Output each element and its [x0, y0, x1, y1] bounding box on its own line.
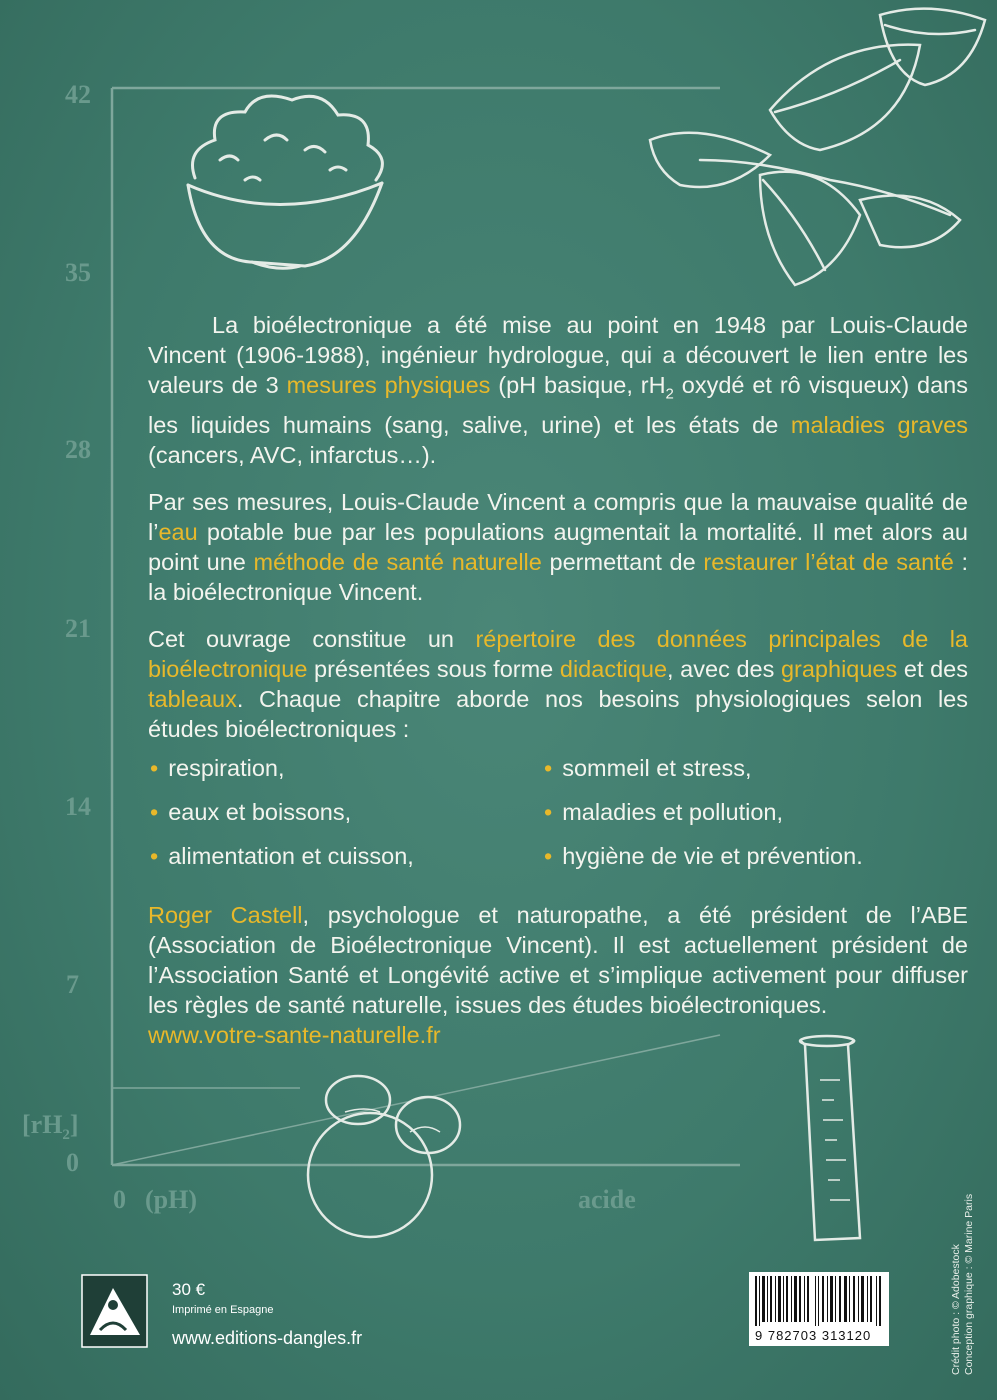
list-item: • alimentation et cuisson, [150, 843, 414, 869]
credits [950, 1194, 976, 1375]
author-name: Roger Castell [148, 902, 303, 928]
price: 30 € [172, 1280, 206, 1299]
logo-text: DANGLES [86, 1336, 121, 1343]
list-item: • respiration, [150, 755, 285, 781]
bullet-icon: • [150, 843, 159, 869]
publisher-website-link[interactable]: www.editions-dangles.fr [172, 1328, 363, 1348]
list-item: • sommeil et stress, [544, 755, 752, 781]
bullet-icon: • [150, 755, 159, 781]
list-item: • maladies et pollution, [544, 799, 784, 825]
list-item: • hygiène de vie et prévention. [544, 843, 863, 869]
credit-photo: Crédit photo : © Adobestock [950, 1244, 962, 1375]
y-axis-label: $[rH_2]$ [22, 1110, 79, 1144]
author-website-link[interactable]: www.votre-sante-naturelle.fr [148, 1022, 441, 1048]
cell-icon [308, 1076, 460, 1237]
isbn: 9 782703 313120 [755, 1328, 872, 1343]
paragraph-2: Par ses mesures, Louis-Claude Vincent a compris que la mauvaise qualité de l’eau potable bue par les populations augmentait la mortalité. Il met alors au point une méthode de santé naturelle permettant de restaurer l’état de santé : la bioélectronique Vincent. [148, 488, 968, 605]
bullet-icon: • [544, 843, 553, 869]
y-tick: 0 [66, 1148, 79, 1177]
list-item: • eaux et boissons, [150, 799, 352, 825]
y-tick: 42 [65, 80, 91, 109]
x-acid-label: acide [578, 1185, 636, 1214]
bullet-icon: • [150, 799, 159, 825]
graduated-cylinder-icon [800, 1036, 860, 1240]
author-bio: Roger Castell, psychologue et naturopathe, a été président de l’ABE (Association de Bioélectronique Vincent). Il est actuellement président de l’Association Santé et Longévité active et s’implique activement pour diffuser les règles de santé naturelle, issues des études bioélectroniques. www.votre-sante-naturelle.fr [148, 902, 968, 1048]
y-tick: 35 [65, 258, 91, 287]
y-tick: 21 [65, 614, 91, 643]
credit-design: Conception graphique : © Marine Paris [963, 1193, 975, 1375]
printed-in: Imprimé en Espagne [172, 1304, 274, 1316]
mint-leaves-icon [650, 9, 985, 285]
bowl-icon [188, 96, 382, 268]
paragraph-1: La bioélectronique a été mise au point en 1948 par Louis-Claude Vincent (1906-1988), ingénieur hydrologue, qui a découvert le lien entre les valeurs de 3 mesures physiques (pH basique, $rH_2$ oxydé et rô visqueux) dans les liquides humains (sang, salive, urine) et les états de maladies graves (cancers, AVC, infarctus…). [148, 312, 969, 468]
bullet-icon: • [544, 799, 553, 825]
x-origin: 0 [113, 1185, 126, 1214]
paragraph-3: Cet ouvrage constitue un répertoire des données principales de la bioélectronique présentées sous forme didactique, avec des graphiques et des tableaux. Chaque chapitre aborde nos besoins physiologiques selon les études bioélectroniques : [148, 625, 969, 742]
intro-text [148, 310, 968, 761]
y-tick: 7 [66, 970, 79, 999]
x-axis-label: (pH) [145, 1185, 197, 1214]
barcode-bars [749, 1272, 889, 1328]
y-tick: 14 [65, 792, 91, 821]
y-tick: 28 [65, 435, 91, 464]
bullet-icon: • [544, 755, 553, 781]
